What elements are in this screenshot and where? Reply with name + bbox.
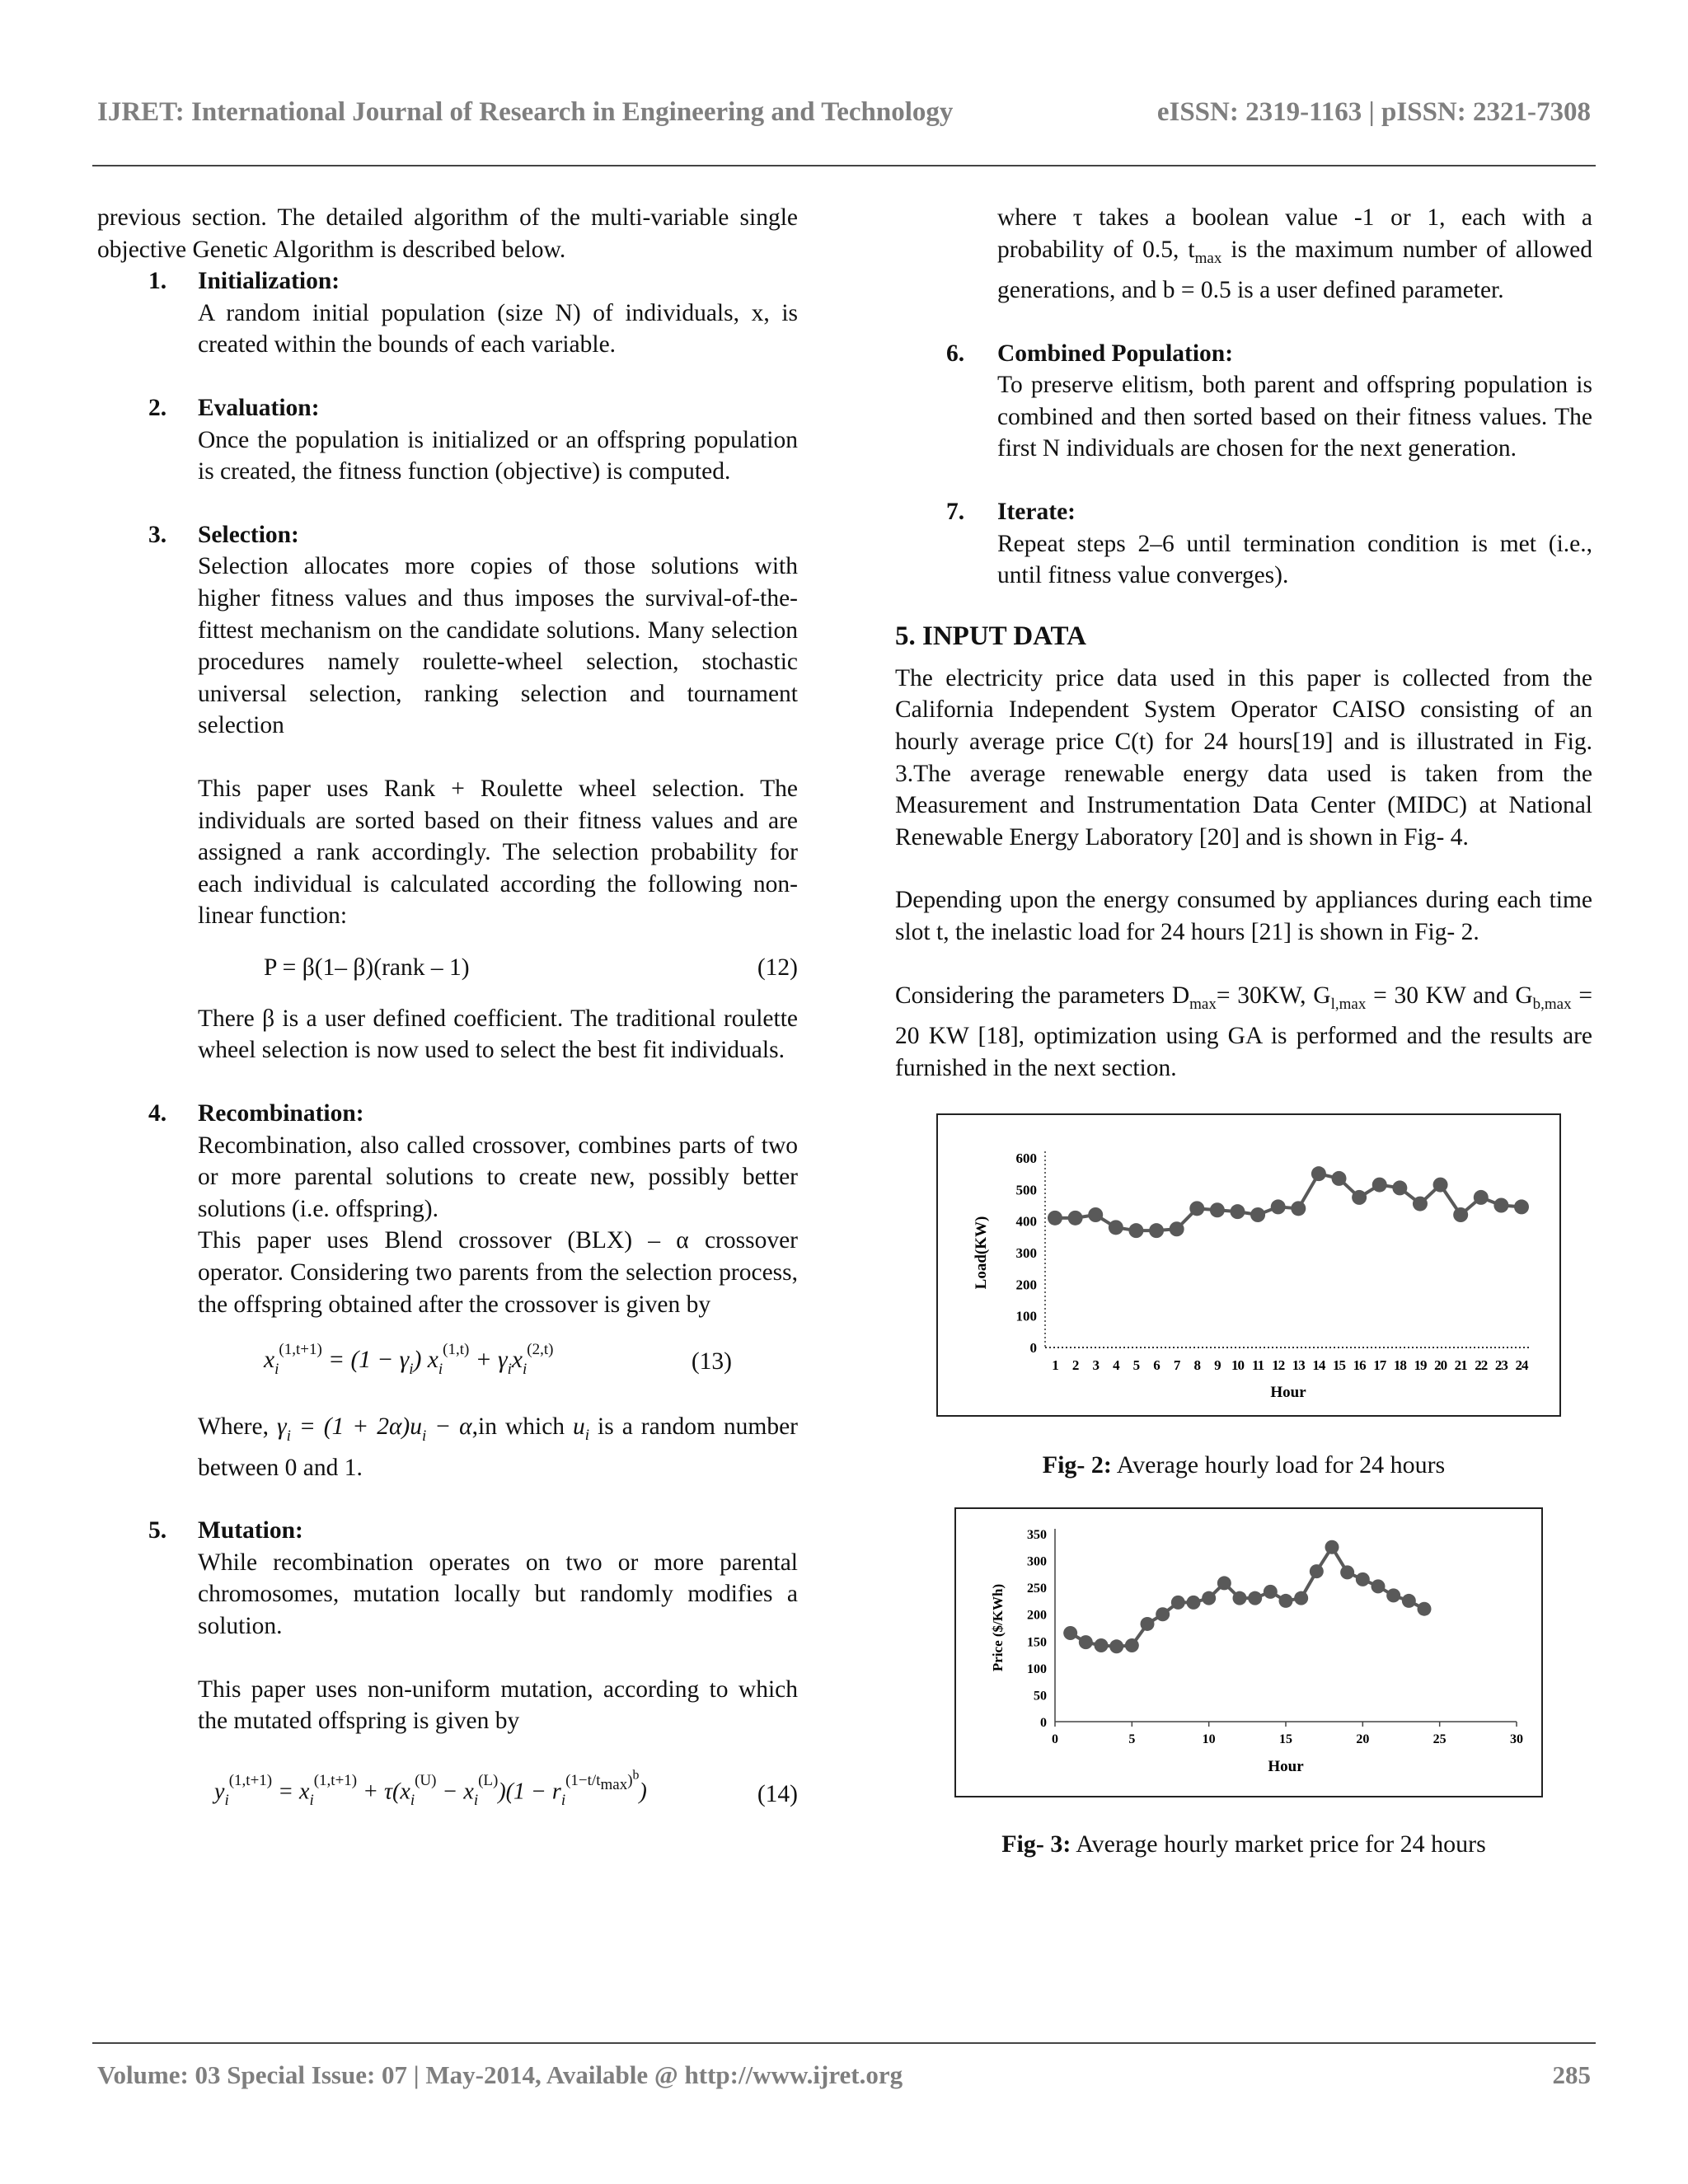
running-footer — [97, 2060, 1591, 2090]
x-tick-label: 8 — [1193, 1357, 1201, 1374]
x-axis-label: Hour — [1268, 1758, 1304, 1776]
data-point — [1217, 1577, 1231, 1591]
data-point — [1474, 1190, 1489, 1205]
y-tick-label: 350 — [1027, 1528, 1047, 1543]
data-point — [1128, 1223, 1143, 1238]
data-point — [1392, 1181, 1407, 1196]
data-point — [1514, 1200, 1529, 1215]
paragraph: The electricity price data used in this paper is collected from the California Independent System Operator CAISO consisting of an hourly average price C(t) for 24 hours[19] and is illustrated in Fig. 3.The average renewable energy data used is taken from the Measurement and Instrumentation Data Center (MIDC) at National Renewable Energy Laboratory [20] and is shown in Fig- 4. — [895, 664, 1592, 851]
data-point — [1170, 1222, 1184, 1237]
y-tick-label: 100 — [1015, 1308, 1037, 1324]
data-point — [1125, 1638, 1139, 1652]
y-tick-label: 300 — [1027, 1554, 1047, 1569]
step-title: Initialization: — [198, 268, 340, 295]
journal-name: IJRET: International Journal of Research in Engineering and Technology — [97, 97, 954, 127]
step-text: This paper uses Blend crossover (BLX) – α crossover operator. Considering two parents from the selection process, the offspring obtained after the crossover is given by — [198, 1227, 798, 1318]
step-text: While recombination operates on two or more parental chromosomes, mutation locally but randomly modifies a solution. — [198, 1549, 798, 1640]
load-chart-svg — [938, 1115, 1559, 1415]
step-title: Combined Population: — [997, 340, 1234, 367]
data-point — [1352, 1190, 1367, 1205]
equation-12: P = β(1– β)(rank – 1) (12) — [198, 932, 798, 1003]
data-point — [1291, 1202, 1306, 1216]
data-point — [1294, 1591, 1308, 1605]
figure-2-load-chart — [936, 1113, 1561, 1417]
data-point — [1413, 1197, 1428, 1212]
x-tick-label: 14 — [1312, 1357, 1325, 1374]
x-tick-label: 13 — [1292, 1357, 1305, 1374]
right-column — [895, 202, 1592, 1860]
step-text: Once the population is initialized or an offspring population is created, the fitness function (objective) is computed. — [198, 426, 798, 485]
step-combined-population: 6. Combined Population: To preserve elitism, both parent and offspring population is combined and then sorted based on their fitness values. The first N individuals are chosen for the next generation. — [895, 338, 1592, 465]
x-axis-label: Hour — [1270, 1384, 1306, 1402]
data-point — [1230, 1204, 1245, 1219]
y-axis-label: Load(KW) — [973, 1216, 990, 1290]
data-point — [1171, 1596, 1185, 1610]
x-tick-label: 6 — [1153, 1357, 1160, 1374]
data-point — [1068, 1211, 1083, 1226]
where-line: Where, $\gamma_i = (1 + 2\alpha)u_i - \alpha,in$ which $u_i$ is a random number between 0 and 1. — [198, 1413, 798, 1481]
y-tick-label: 0 — [1029, 1340, 1037, 1357]
data-point — [1141, 1617, 1155, 1631]
equation-number: (13) — [691, 1347, 732, 1375]
section-heading: 5. INPUT DATA — [895, 621, 1086, 651]
x-tick-label: 20 — [1434, 1357, 1447, 1374]
equation-13: $x_i^{(1,t+1)} = (1 - \gamma_i) x_i^{(1,t)} + \gamma_ix_i^{(2,t)}$ (13) — [198, 1320, 798, 1403]
x-tick-label: 4 — [1113, 1357, 1119, 1374]
left-column — [97, 202, 798, 1840]
intro-paragraph: previous section. The detailed algorithm of the multi-variable single objective Genetic Algorithm is described below. — [97, 204, 798, 263]
y-tick-label: 100 — [1027, 1662, 1047, 1677]
data-point — [1279, 1594, 1293, 1608]
y-tick-label: 200 — [1015, 1277, 1037, 1293]
y-tick-label: 600 — [1015, 1151, 1037, 1167]
step-recombination: 4. Recombination: Recombination, also called crossover, combines parts of two or more parental solutions to create new, possibly better solutions (i.e. offspring). This paper uses Blend crossover (BLX) – α crossover operator. Considering two parents from the selection process, the offspring obtained after the crossover is given by $x_i^{(1,t+1)} = (1 - \gamma_i) x_i^{(1,t)} + \gamma_ix_i^{(2,t)}$ (13) Where, $\gamma_i = (1 + 2\alpha)u_i - \alpha,in$ which $u_i$ is a random number between 0 and 1. — [97, 1098, 798, 1483]
step-mutation: 5. Mutation: While recombination operates on two or more parental chromosomes, mutation locally but randomly modifies a solution. This paper uses non-uniform mutation, according to which the mutated offspring is given by $y_i^{(1,t+1)} = x_i^{(1,t+1)} + \tau(x_i^{(U)} - x_i^{(L)})(1 - r_i^{(1-t/t_{max})^b})$ (14) — [97, 1515, 798, 1840]
data-point — [1079, 1635, 1093, 1649]
data-point — [1418, 1602, 1432, 1616]
x-tick-label: 15 — [1333, 1357, 1346, 1374]
x-tick-label: 10 — [1202, 1732, 1216, 1747]
price-chart-svg — [956, 1509, 1541, 1796]
data-point — [1109, 1221, 1123, 1235]
paragraph: Considering the parameters $D_{max}= 30KW$, $G_{l,max} = 30$ KW and $G_{b,max} = 20$ KW [18], optimization using GA is performed and the results are furnished in the next section. — [895, 982, 1592, 1081]
x-tick-label: 0 — [1052, 1732, 1058, 1747]
y-tick-label: 300 — [1015, 1245, 1037, 1262]
figure-3-caption: Fig- 3: Average hourly market price for 24 hours — [1001, 1830, 1486, 1858]
step-text: There β is a user defined coefficient. The traditional roulette wheel selection is now used to select the best fit individuals. — [198, 1005, 798, 1064]
x-tick-label: 30 — [1510, 1732, 1523, 1747]
y-tick-label: 400 — [1015, 1213, 1037, 1230]
data-point — [1233, 1591, 1247, 1605]
data-point — [1340, 1566, 1354, 1580]
data-point — [1189, 1202, 1204, 1216]
step-text: This paper uses Rank + Roulette wheel selection. The individuals are sorted based on their fitness values and are assigned a rank accordingly. The selection probability for each individual is calculated according the following non-linear function: — [198, 775, 798, 930]
series-line — [1071, 1548, 1424, 1647]
step-title: Evaluation: — [198, 394, 320, 421]
y-tick-label: 50 — [1034, 1689, 1047, 1704]
x-tick-label: 19 — [1414, 1357, 1427, 1374]
x-tick-label: 24 — [1515, 1357, 1528, 1374]
step-text: Recombination, also called crossover, combines parts of two or more parental solutions to create new, possibly better solutions (i.e. offspring). — [198, 1132, 798, 1222]
y-tick-label: 0 — [1040, 1716, 1047, 1731]
header-rule — [92, 165, 1596, 166]
step-text: A random initial population (size N) of individuals, x, is created within the bounds of each variable. — [198, 299, 798, 359]
x-tick-label: 25 — [1432, 1732, 1447, 1747]
figure-3-price-chart — [954, 1507, 1543, 1797]
step-text: To preserve elitism, both parent and offspring population is combined and then sorted based on their fitness values. The first N individuals are chosen for the next generation. — [997, 372, 1592, 462]
step-text: Selection allocates more copies of those solutions with higher fitness values and thus imposes the survival-of-the-fittest mechanism on the candidate solutions. Many selection procedures namely roulette-wheel selection, stochastic universal selection, ranking selection and tournament selection — [198, 553, 798, 739]
data-point — [1248, 1591, 1262, 1605]
page-number: 285 — [1552, 2060, 1591, 2089]
data-point — [1202, 1591, 1216, 1605]
step-iterate: 7. Iterate: Repeat steps 2–6 until termination condition is met (i.e., until fitness value converges). — [895, 496, 1592, 592]
data-point — [1372, 1580, 1386, 1594]
data-point — [1402, 1594, 1416, 1608]
data-point — [1311, 1166, 1326, 1181]
x-tick-label: 18 — [1393, 1357, 1406, 1374]
figure-2-caption: Fig- 2: Average hourly load for 24 hours — [1042, 1451, 1446, 1479]
y-tick-label: 200 — [1027, 1608, 1047, 1623]
data-point — [1264, 1585, 1278, 1599]
paragraph: Depending upon the energy consumed by appliances during each time slot t, the inelastic load for 24 hours [21] is shown in Fig- 2. — [895, 887, 1592, 945]
x-tick-label: 22 — [1475, 1357, 1488, 1374]
data-point — [1095, 1638, 1109, 1652]
x-tick-label: 15 — [1279, 1732, 1292, 1747]
x-tick-label: 2 — [1071, 1357, 1079, 1374]
step-selection: 3. Selection: Selection allocates more copies of those solutions with higher fitness values and thus imposes the survival-of-the-fittest mechanism on the candidate solutions. Many selection procedures namely roulette-wheel selection, stochastic universal selection, ranking selection and tournament selection This paper uses Rank + Roulette wheel selection. The individuals are sorted based on their fitness values and are assigned a rank accordingly. The selection probability for each individual is calculated according the following non-linear function: P = β(1– β)(rank – 1) (12) There β is a user defined coefficient. The traditional roulette wheel selection is now used to select the best fit individuals. — [97, 519, 798, 1066]
equation-14: $y_i^{(1,t+1)} = x_i^{(1,t+1)} + \tau(x_i^{(U)} - x_i^{(L)})(1 - r_i^{(1-t/t_{max})^b})$ (14) — [214, 1769, 798, 1810]
x-tick-label: 21 — [1454, 1357, 1467, 1374]
step-title: Recombination: — [198, 1100, 364, 1127]
data-point — [1187, 1596, 1201, 1610]
data-point — [1210, 1203, 1225, 1218]
data-point — [1156, 1607, 1170, 1621]
y-axis-label: Price ($/KWh) — [990, 1584, 1006, 1672]
data-point — [1493, 1198, 1508, 1213]
x-tick-label: 5 — [1132, 1357, 1140, 1374]
step-text: Repeat steps 2–6 until termination condition is met (i.e., until fitness value converges). — [997, 530, 1592, 589]
running-header — [97, 97, 1591, 128]
x-tick-label: 7 — [1173, 1357, 1180, 1374]
x-tick-label: 1 — [1052, 1357, 1058, 1374]
x-tick-label: 12 — [1272, 1357, 1285, 1374]
equation-number: (14) — [757, 1780, 798, 1807]
equation-number: (12) — [757, 954, 798, 981]
data-point — [1149, 1223, 1164, 1238]
data-point — [1386, 1589, 1400, 1603]
data-point — [1271, 1200, 1286, 1215]
series-line — [1055, 1174, 1522, 1230]
data-point — [1250, 1207, 1265, 1222]
data-point — [1088, 1207, 1103, 1222]
y-tick-label: 150 — [1027, 1635, 1047, 1650]
data-point — [1332, 1171, 1347, 1186]
data-point — [1372, 1178, 1387, 1193]
data-point — [1453, 1207, 1468, 1222]
mutation-continued: where τ takes a boolean value -1 or 1, each with a probability of 0.5, $t_{max}$ is the maximum number of allowed generations, and b = 0.5 is a user defined parameter. — [997, 204, 1592, 304]
x-tick-label: 16 — [1353, 1357, 1366, 1374]
issn: eISSN: 2319-1163 | pISSN: 2321-7308 — [1156, 97, 1591, 127]
data-point — [1356, 1572, 1370, 1586]
data-point — [1325, 1540, 1339, 1554]
x-tick-label: 11 — [1252, 1357, 1264, 1374]
data-point — [1433, 1178, 1448, 1193]
x-tick-label: 10 — [1231, 1357, 1244, 1374]
step-title: Selection: — [198, 521, 299, 548]
step-title: Iterate: — [997, 499, 1076, 526]
y-tick-label: 500 — [1015, 1182, 1037, 1198]
step-evaluation: 2. Evaluation: Once the population is initialized or an offspring population is created, the fitness function (objective) is computed. — [97, 392, 798, 488]
data-point — [1048, 1211, 1062, 1226]
step-title: Mutation: — [198, 1517, 303, 1544]
data-point — [1310, 1564, 1324, 1578]
x-tick-label: 9 — [1214, 1357, 1221, 1374]
y-tick-label: 250 — [1027, 1582, 1047, 1596]
x-tick-label: 3 — [1092, 1357, 1099, 1374]
footer-rule — [92, 2042, 1596, 2044]
x-tick-label: 17 — [1373, 1357, 1386, 1374]
data-point — [1063, 1626, 1077, 1640]
step-initialization: 1. Initialization: A random initial population (size N) of individuals, x, is created within the bounds of each variable. — [97, 265, 798, 361]
step-text: This paper uses non-uniform mutation, according to which the mutated offspring is given by — [198, 1675, 798, 1735]
x-tick-label: 23 — [1494, 1357, 1507, 1374]
x-tick-label: 20 — [1356, 1732, 1370, 1747]
x-tick-label: 5 — [1128, 1732, 1136, 1747]
volume-info: Volume: 03 Special Issue: 07 | May-2014, Available @ http://www.ijret.org — [97, 2060, 903, 2089]
data-point — [1109, 1640, 1123, 1654]
